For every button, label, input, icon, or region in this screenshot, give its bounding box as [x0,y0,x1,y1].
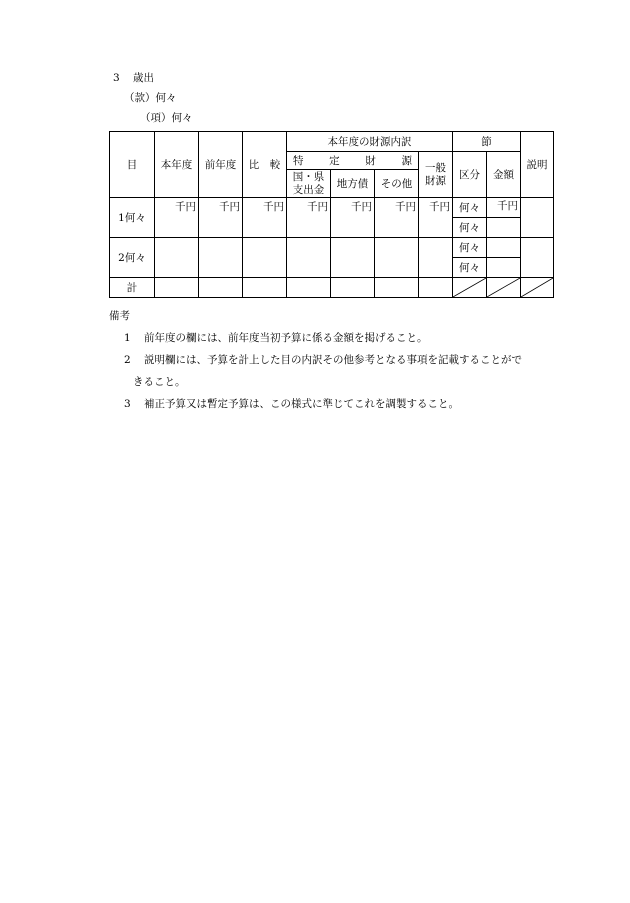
total-label: 計 [110,278,155,298]
empty-cell [243,278,287,298]
diagonal-cell [453,278,487,298]
empty-cell [287,238,331,278]
kou-heading: （項）何々 [140,112,193,124]
kingaku-cell [487,258,521,278]
unit-cell: 千円 [487,198,521,218]
header-kuni [287,170,331,198]
budget-table [109,131,554,298]
header-ippan [419,152,453,198]
header-tokutei: 特 定 財 源 [287,152,419,170]
section-title: 歳出 [133,72,154,84]
note-item [124,396,459,411]
header-kubun: 区分 [453,152,487,198]
table-row [110,198,554,218]
total-row [110,278,554,298]
unit-cell: 千円 [419,198,453,238]
table-row [110,238,554,258]
kan-heading: （款）何々 [124,92,177,104]
unit-cell: 千円 [155,198,199,238]
header-ippan-line2: 財源 [425,174,446,187]
header-chihousai: 地方債 [331,170,375,198]
header-sonota: その他 [375,170,419,198]
row-label: 2何々 [110,238,155,278]
empty-cell [199,238,243,278]
note-text: 前年度の欄には、前年度当初予算に係る金額を掲げること。 [144,332,428,344]
note-continuation: きること。 [133,376,186,388]
empty-cell [375,238,419,278]
setsumei-cell [521,238,554,278]
note-text: 説明欄には、予算を計上した目の内訳その他参考となる事項を記載することがで [144,354,522,366]
header-moku: 目 [110,132,155,198]
kingaku-cell [487,218,521,238]
row-label: 1何々 [110,198,155,238]
header-kuni-line2: 支出金 [292,183,325,196]
header-ippan-line1: 一般 [425,161,446,174]
note-number: 3 [124,398,131,410]
header-setsu: 節 [453,132,521,152]
setsumei-cell [521,198,554,238]
header-hikaku: 比 較 [243,132,287,198]
header-zaigen-group: 本年度の財源内訳 [287,132,453,152]
header-zennendo: 前年度 [199,132,243,198]
unit-cell: 千円 [287,198,331,238]
kubun-cell: 何々 [453,198,487,218]
header-setsumei: 説明 [521,132,554,198]
unit-cell: 千円 [243,198,287,238]
empty-cell [331,278,375,298]
header-kuni-line1: 国・県 [292,170,325,183]
kingaku-cell [487,238,521,258]
empty-cell [331,238,375,278]
kubun-cell: 何々 [453,238,487,258]
empty-cell [419,238,453,278]
unit-cell: 千円 [375,198,419,238]
diagonal-cell [521,278,554,298]
note-text: 補正予算又は暫定予算は、この様式に準じてこれを調製すること。 [144,398,459,410]
section-heading [113,70,154,85]
empty-cell [419,278,453,298]
header-honnendo: 本年度 [155,132,199,198]
header-kingaku: 金額 [487,152,521,198]
note-item [124,330,428,345]
diagonal-cell [487,278,521,298]
empty-cell [287,278,331,298]
empty-cell [375,278,419,298]
empty-cell [199,278,243,298]
note-item [124,352,522,367]
empty-cell [155,238,199,278]
empty-cell [243,238,287,278]
unit-cell: 千円 [199,198,243,238]
unit-cell: 千円 [331,198,375,238]
section-number: 3 [113,72,120,84]
kubun-cell: 何々 [453,218,487,238]
note-number: 2 [124,354,131,366]
note-number: 1 [124,332,131,344]
kubun-cell: 何々 [453,258,487,278]
notes-title: 備考 [109,310,130,322]
empty-cell [155,278,199,298]
